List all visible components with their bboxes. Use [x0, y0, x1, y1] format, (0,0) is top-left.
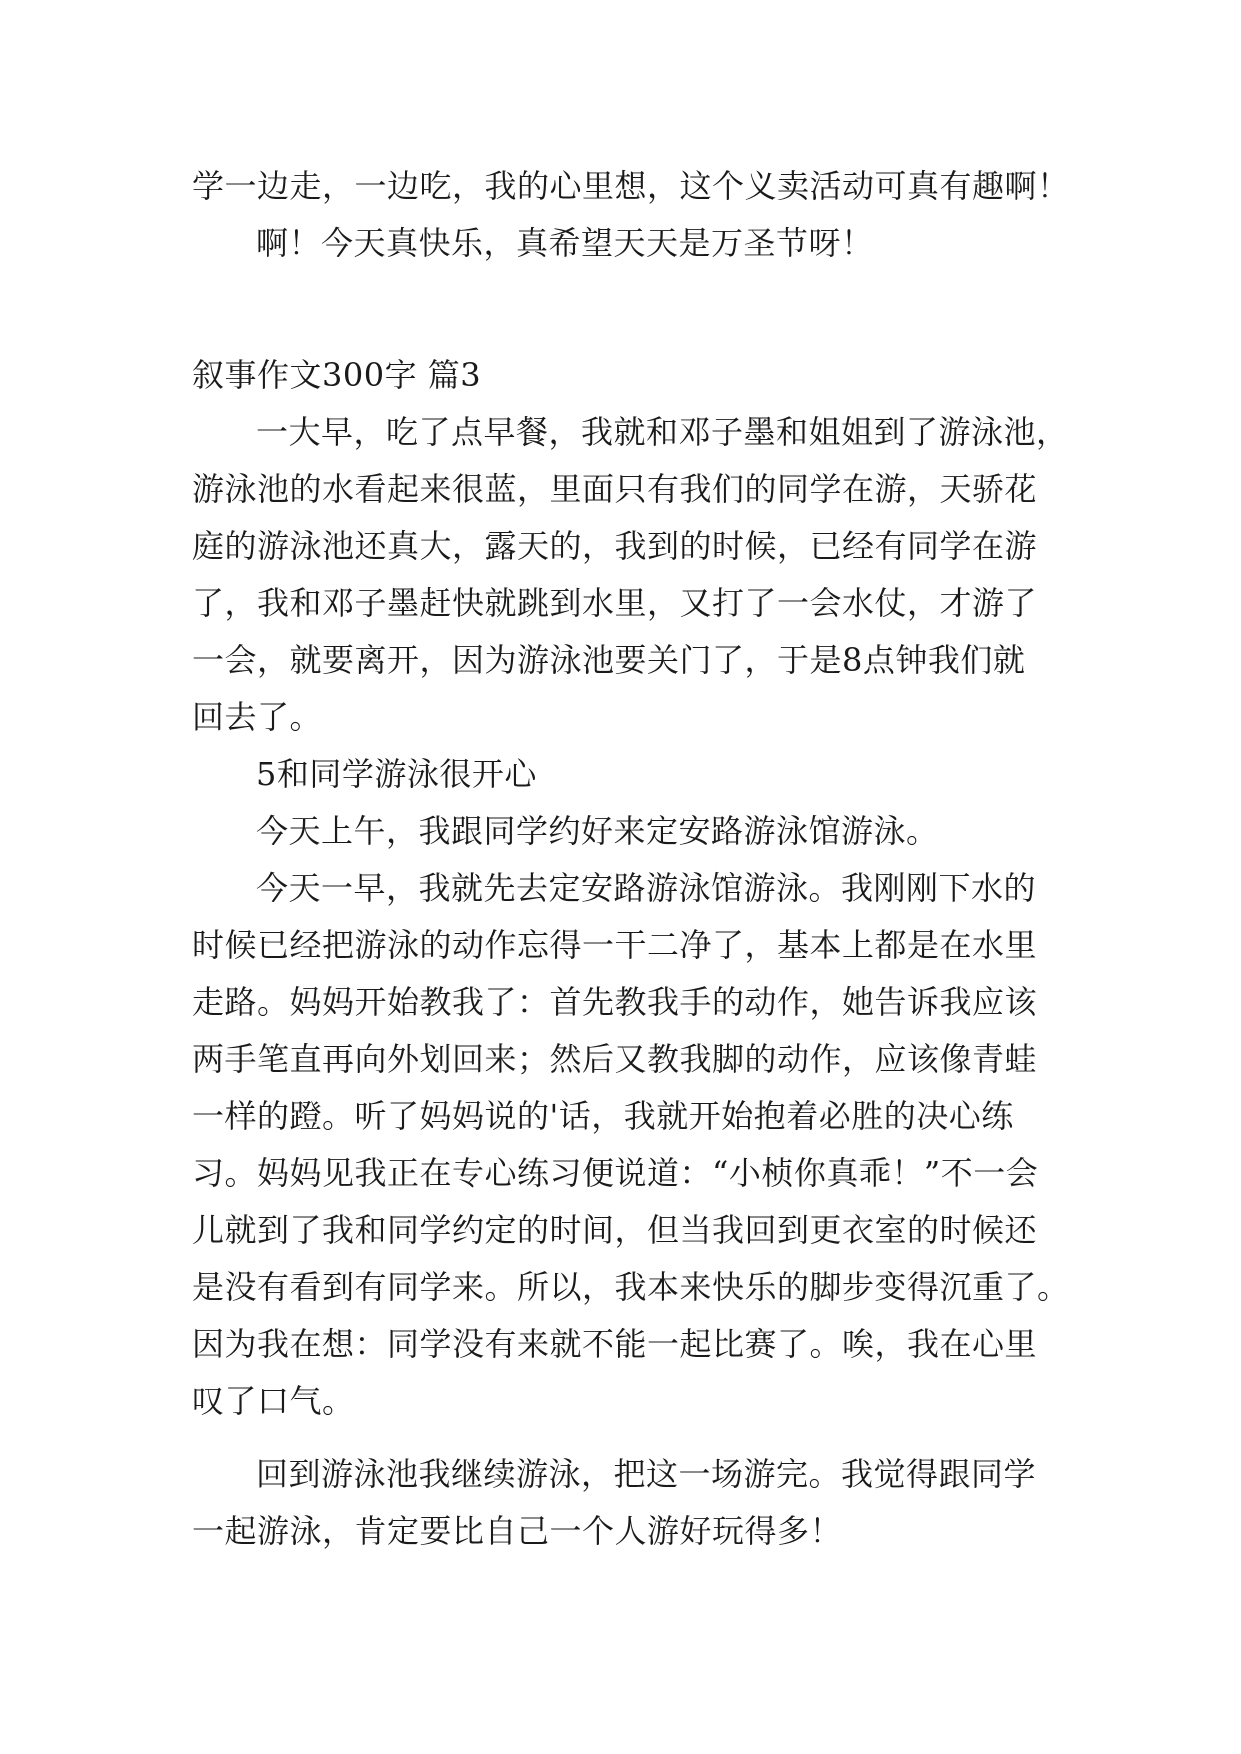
text-line: 游泳池的水看起来很蓝，里面只有我们的同学在游，天骄花 — [192, 470, 1038, 508]
text-line: 是没有看到有同学来。所以，我本来快乐的脚步变得沉重了。 — [192, 1268, 1070, 1306]
text-line: 时候已经把游泳的动作忘得一干二净了，基本上都是在水里 — [192, 926, 1038, 964]
text-line: 回到游泳池我继续游泳，把这一场游完。我觉得跟同学 — [256, 1455, 1037, 1493]
text-line: 儿就到了我和同学约定的时间，但当我回到更衣室的时候还 — [192, 1211, 1038, 1249]
text-line: 庭的游泳池还真大，露天的，我到的时候，已经有同学在游 — [192, 527, 1038, 565]
text-line: 两手笔直再向外划回来；然后又教我脚的动作，应该像青蛙 — [192, 1040, 1038, 1078]
text-line: 了，我和邓子墨赶快就跳到水里，又打了一会水仗，才游了 — [192, 584, 1038, 622]
text-line: 回去了。 — [192, 698, 323, 736]
text-line: 叹了口气。 — [192, 1382, 355, 1420]
text-line: 今天一早，我就先去定安路游泳馆游泳。我刚刚下水的 — [256, 869, 1037, 907]
document-body — [192, 158, 1070, 1560]
text-line: 因为我在想：同学没有来就不能一起比赛了。唉，我在心里 — [192, 1325, 1038, 1363]
paragraph-gap — [192, 1430, 1052, 1446]
text-line: 一起游泳，肯定要比自己一个人游好玩得多！ — [192, 1512, 843, 1550]
text-line: 走路。妈妈开始教我了：首先教我手的动作，她告诉我应该 — [192, 983, 1038, 1021]
text-line: 一会，就要离开，因为游泳池要关门了，于是8点钟我们就 — [192, 641, 1026, 679]
text-line: 一大早，吃了点早餐，我就和邓子墨和姐姐到了游泳池， — [256, 413, 1069, 451]
text-line: 习。妈妈见我正在专心练习便说道：“小桢你真乖！”不一会 — [192, 1154, 1039, 1192]
text-line: 学一边走，一边吃，我的心里想，这个义卖活动可真有趣啊！ — [192, 167, 1070, 205]
section-heading: 叙事作文300字 篇3 — [192, 356, 482, 394]
subheading: 5和同学游泳很开心 — [256, 755, 537, 793]
paragraph-gap — [192, 272, 1052, 347]
text-line: 一样的蹬。听了妈妈说的'话，我就开始抱着必胜的决心练 — [192, 1097, 1014, 1135]
text-line: 啊！今天真快乐，真希望天天是万圣节呀！ — [256, 224, 874, 262]
text-line: 今天上午，我跟同学约好来定安路游泳馆游泳。 — [256, 812, 939, 850]
